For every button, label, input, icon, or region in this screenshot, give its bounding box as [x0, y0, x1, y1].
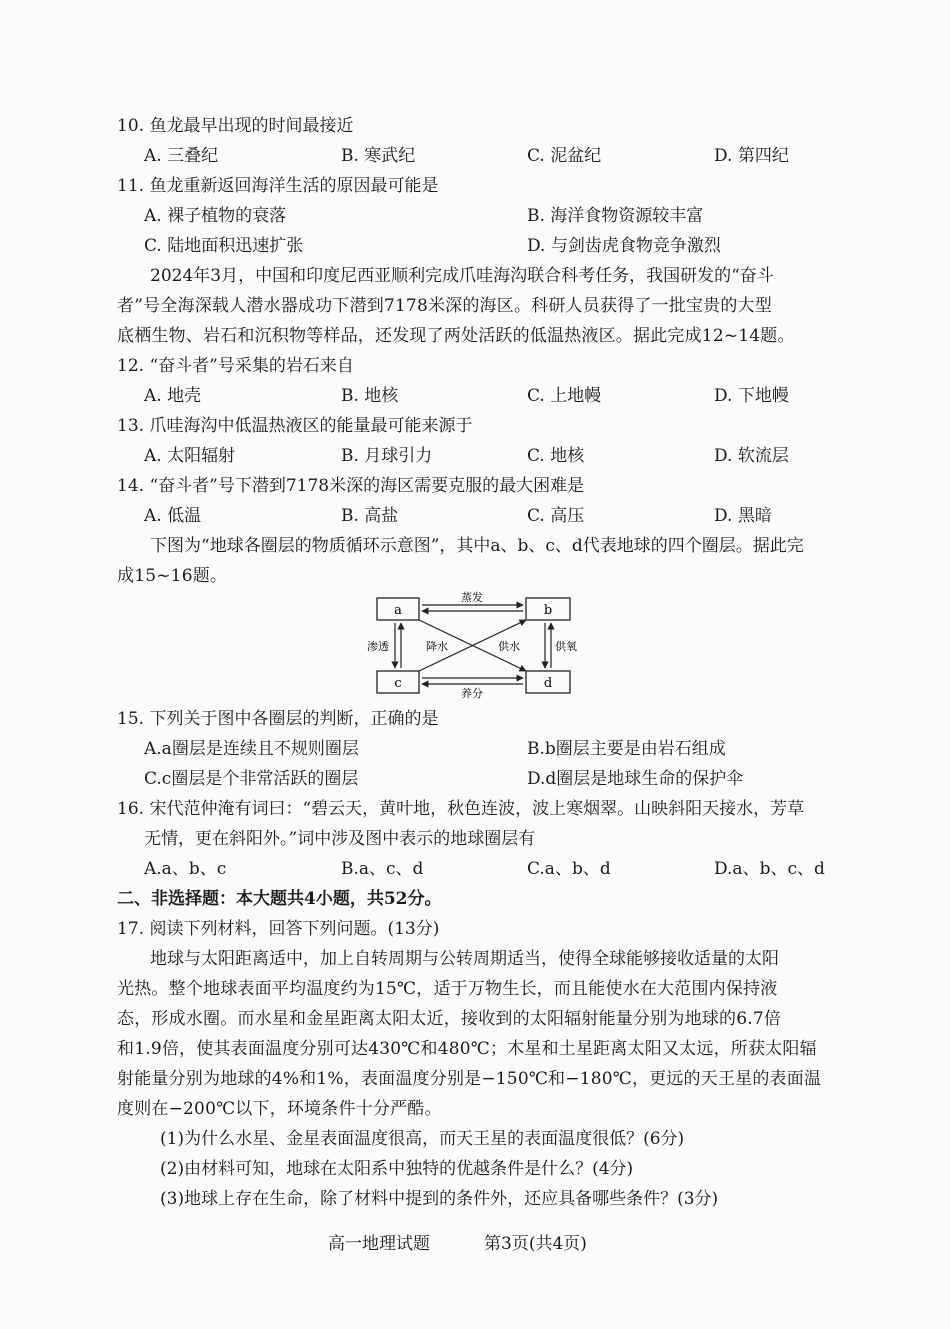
q14-stem: 14. “奋斗者”号下潜到7178米深的海区需要克服的最大困难是 — [117, 476, 585, 496]
material1-line2: 者”号全海深载人潜水器成功下潜到7178米深的海区。科研人员获得了一批宝贵的大型 — [117, 296, 772, 316]
sphere-cycle-diagram — [360, 588, 590, 700]
footer-title: 高一地理试题 — [328, 1234, 430, 1254]
q12-option-d: D. 下地幔 — [714, 386, 789, 406]
q16-option-c: C.a、b、d — [527, 859, 611, 879]
q14-option-b: B. 高盐 — [341, 506, 399, 526]
q13-option-c: C. 地核 — [527, 446, 585, 466]
q15-option-d: D.d圈层是地球生命的保护伞 — [527, 769, 744, 789]
q15-option-c: C.c圈层是个非常活跃的圈层 — [144, 769, 359, 789]
material1-line3: 底栖生物、岩石和沉积物等样品，还发现了两处活跃的低温热液区。据此完成12~14题。 — [117, 326, 795, 346]
label-water-supply: 供水 — [498, 640, 520, 653]
node-b-label: b — [543, 603, 553, 618]
q11-option-d: D. 与剑齿虎食物竞争激烈 — [527, 236, 721, 256]
q15-option-a: A.a圈层是连续且不规则圈层 — [144, 739, 359, 759]
section2-heading: 二、非选择题：本大题共4小题，共52分。 — [117, 889, 442, 909]
q10-option-b: B. 寒武纪 — [341, 146, 416, 166]
q17-paragraph-line6: 度则在−200℃以下，环境条件十分严酷。 — [117, 1099, 442, 1119]
q13-option-b: B. 月球引力 — [341, 446, 433, 466]
node-d-label: d — [543, 676, 553, 691]
q17-sub2: (2)由材料可知，地球在太阳系中独特的优越条件是什么？(4分) — [160, 1159, 634, 1179]
node-a-label: a — [394, 603, 402, 618]
q11-option-a: A. 裸子植物的衰落 — [144, 206, 287, 226]
q10-option-d: D. 第四纪 — [714, 146, 789, 166]
q17-sub1: (1)为什么水星、金星表面温度很高，而天王星的表面温度很低？(6分) — [160, 1129, 685, 1149]
q17-paragraph-line4: 和1.9倍，使其表面温度分别可达430℃和480℃；木星和土星距离太阳又太远，所获太阳辐 — [117, 1039, 817, 1059]
q12-stem: 12. “奋斗者”号采集的岩石来自 — [117, 356, 354, 376]
q10-option-c: C. 泥盆纪 — [527, 146, 602, 166]
footer-page-number: 第3页(共4页) — [484, 1234, 587, 1254]
q13-stem: 13. 爪哇海沟中低温热液区的能量最可能来源于 — [117, 416, 473, 436]
q17-stem: 17. 阅读下列材料，回答下列问题。(13分) — [117, 919, 440, 939]
q17-paragraph-line3: 态，形成水圈。而水星和金星距离太阳太近，接收到的太阳辐射能量分别为地球的6.7倍 — [117, 1009, 782, 1029]
q12-option-a: A. 地壳 — [144, 386, 202, 406]
q12-option-b: B. 地核 — [341, 386, 399, 406]
q16-option-d: D.a、b、c、d — [714, 859, 825, 879]
q12-option-c: C. 上地幔 — [527, 386, 602, 406]
q11-option-b: B. 海洋食物资源较丰富 — [527, 206, 704, 226]
q11-option-c: C. 陆地面积迅速扩张 — [144, 236, 304, 256]
label-infiltration: 渗透 — [367, 640, 389, 653]
q14-option-d: D. 黑暗 — [714, 506, 772, 526]
q14-option-a: A. 低温 — [144, 506, 202, 526]
label-evaporation: 蒸发 — [461, 591, 483, 604]
q13-option-a: A. 太阳辐射 — [144, 446, 236, 466]
q13-option-d: D. 软流层 — [714, 446, 789, 466]
q17-paragraph-line5: 射能量分别为地球的4%和1%，表面温度分别是−150℃和−180℃，更远的天王星的表面温 — [117, 1069, 822, 1089]
q17-paragraph-line2: 光热。整个地球表面平均温度约为15℃，适于万物生长，而且能使水在大范围内保持液 — [117, 979, 778, 999]
material2-line1: 下图为“地球各圈层的物质循环示意图”，其中a、b、c、d代表地球的四个圈层。据此完 — [150, 536, 804, 556]
label-oxygen-supply: 供氧 — [555, 640, 577, 653]
q16-option-a: A.a、b、c — [144, 859, 227, 879]
q15-option-b: B.b圈层主要是由岩石组成 — [527, 739, 726, 759]
q10-stem: 10. 鱼龙最早出现的时间最接近 — [117, 116, 354, 136]
q16-stem-line2: 无情，更在斜阳外。”词中涉及图中表示的地球圈层有 — [144, 829, 536, 849]
label-nutrients: 养分 — [461, 687, 483, 700]
material1-line1: 2024年3月，中国和印度尼西亚顺利完成爪哇海沟联合科考任务，我国研发的“奋斗 — [150, 266, 774, 286]
q14-option-c: C. 高压 — [527, 506, 585, 526]
q16-stem-line1: 16. 宋代范仲淹有词曰：“碧云天，黄叶地，秋色连波，波上寒烟翠。山映斜阳天接水，芳草 — [117, 799, 805, 819]
q16-option-b: B.a、c、d — [341, 859, 424, 879]
label-precipitation: 降水 — [426, 640, 448, 653]
q17-sub3: (3)地球上存在生命，除了材料中提到的条件外，还应具备哪些条件？(3分) — [160, 1189, 719, 1209]
q10-option-a: A. 三叠纪 — [144, 146, 219, 166]
q15-stem: 15. 下列关于图中各圈层的判断，正确的是 — [117, 709, 439, 729]
material2-line2: 成15~16题。 — [117, 566, 228, 586]
q17-paragraph-line1: 地球与太阳距离适中，加上自转周期与公转周期适当，使得全球能够接收适量的太阳 — [150, 949, 779, 969]
node-c-label: c — [394, 676, 402, 691]
q11-stem: 11. 鱼龙重新返回海洋生活的原因最可能是 — [117, 176, 439, 196]
